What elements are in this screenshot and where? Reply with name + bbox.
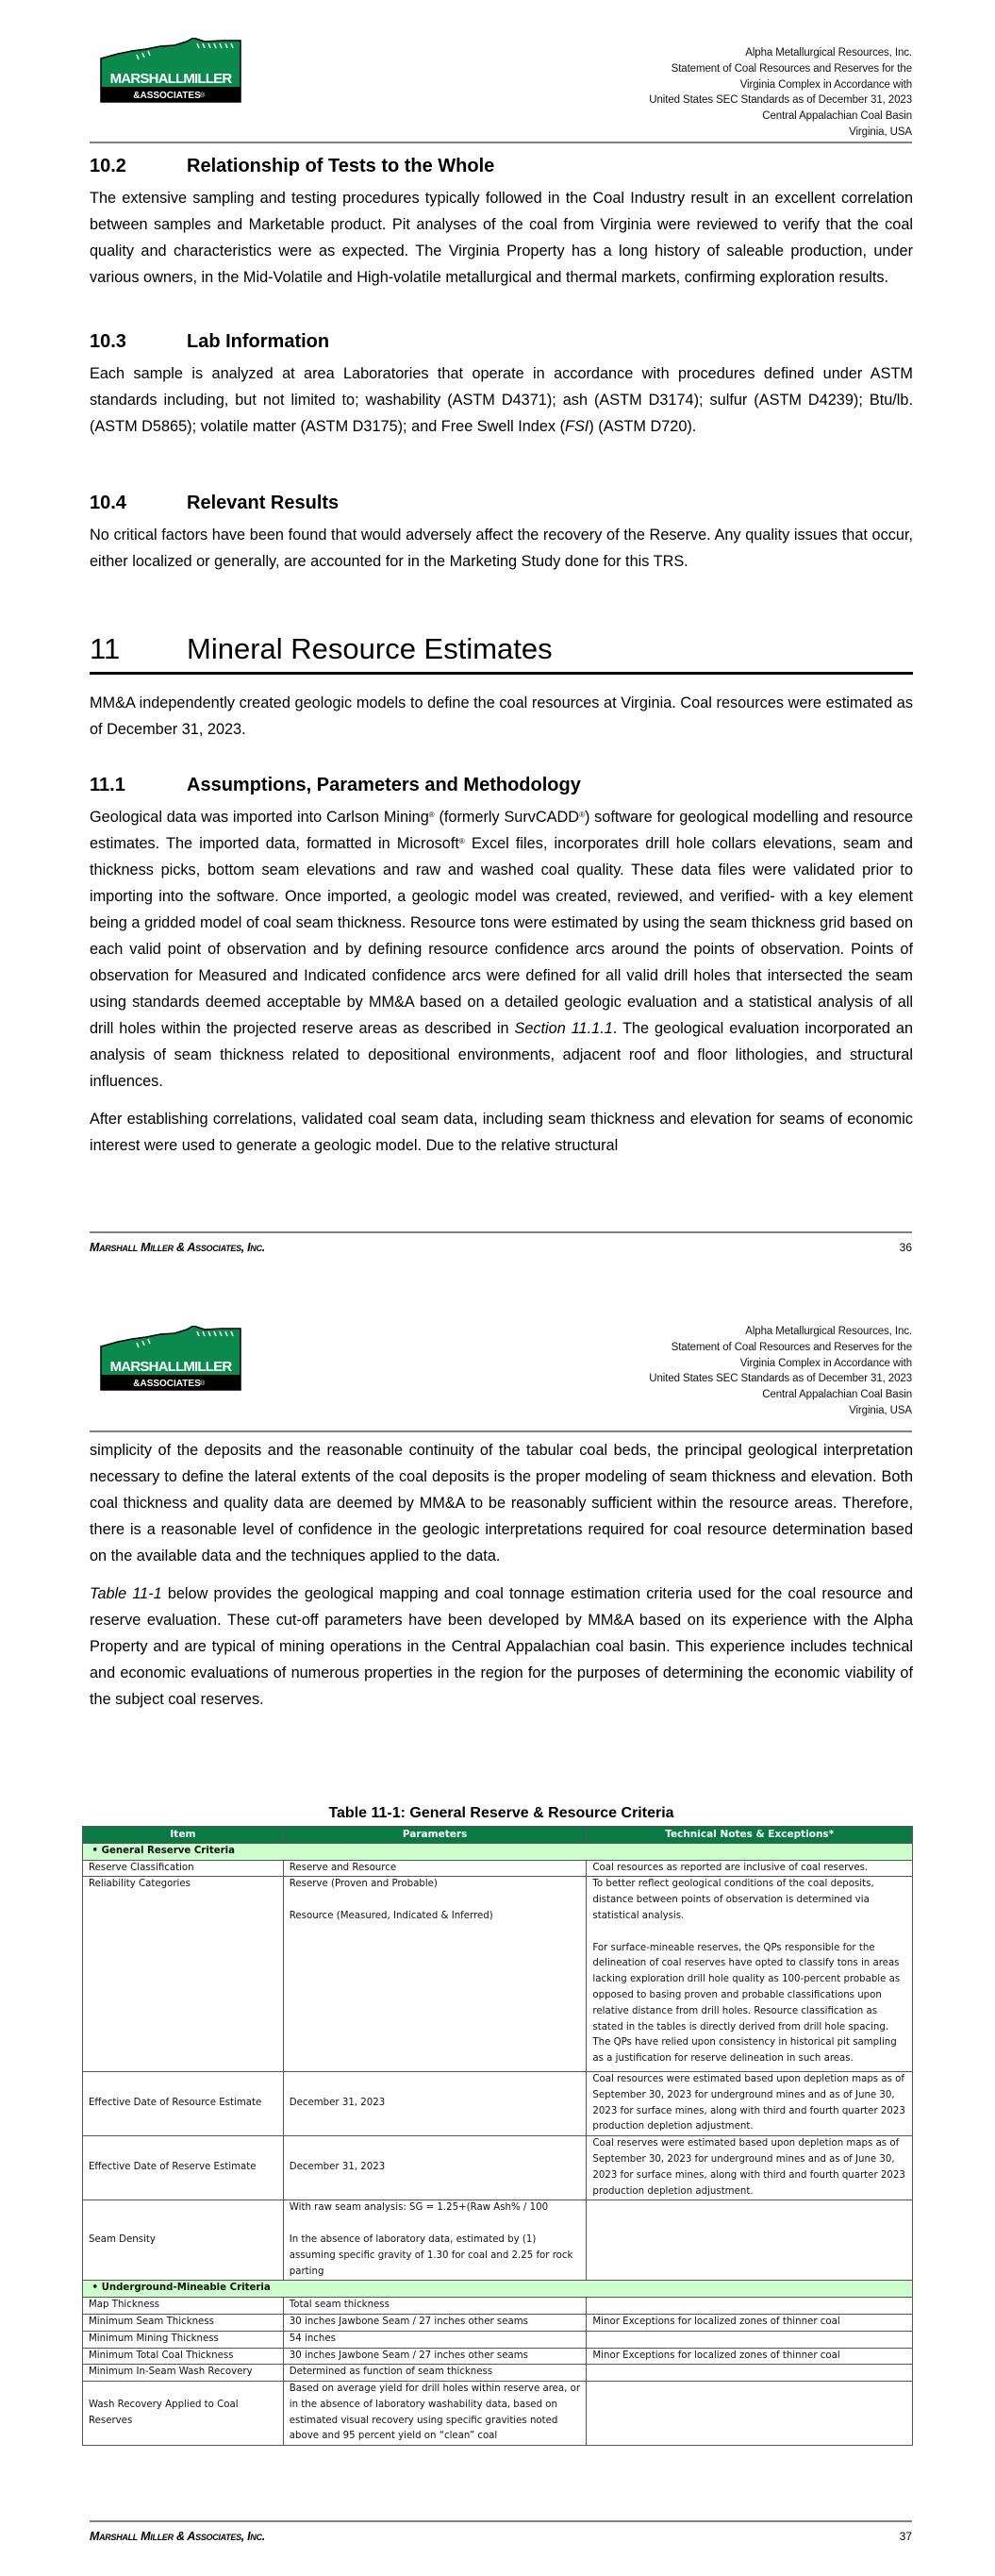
header-divider bbox=[90, 142, 912, 143]
page-number: 37 bbox=[899, 2530, 912, 2543]
footer-company: Marshall Miller & Associates, Inc. bbox=[90, 2530, 265, 2543]
footer-company: Marshall Miller & Associates, Inc. bbox=[90, 1241, 265, 1254]
section-10-2 bbox=[90, 153, 913, 291]
table-group-row: • General Reserve Criteria bbox=[83, 1843, 913, 1860]
criteria-table bbox=[82, 1826, 913, 2446]
header-line: Virginia Complex in Accordance with bbox=[739, 78, 912, 91]
page-footer bbox=[90, 2520, 912, 2543]
page-footer bbox=[90, 1231, 912, 1254]
paragraph: After establishing correlations, validated coal seam data, including seam thickness and elevation for seams of economic interest were used to generate a geologic model. Due to the relative structural bbox=[90, 1111, 913, 1154]
table-row: Minimum Total Coal Thickness 30 inches Jawbone Seam / 27 inches other seams Minor Exceptions for localized zones of thinner coal bbox=[83, 2348, 913, 2365]
table-row: Minimum Mining Thickness 54 inches bbox=[83, 2331, 913, 2348]
table-row: Effective Date of Reserve Estimate December 31, 2023 Coal reserves were estimated based upon depletion maps as of September 30, 2023 for underground mines and as of June 30, 2023 for surface mines, along with third and fourth quarter 2023 production depletion adjustment. bbox=[83, 2136, 913, 2200]
column-header-notes: Technical Notes & Exceptions* bbox=[587, 1827, 913, 1844]
header-line: Virginia, USA bbox=[849, 125, 912, 138]
paragraph: MM&A independently created geologic models to define the coal resources at Virginia. Coal resources were estimated as of December 31, 2023. bbox=[90, 694, 913, 738]
svg-text:&ASSOCIATES: &ASSOCIATES bbox=[133, 91, 201, 101]
page-number: 36 bbox=[899, 1241, 912, 1254]
company-logo bbox=[99, 1326, 242, 1392]
page-37 bbox=[0, 1288, 995, 2576]
table-header-row bbox=[83, 1827, 913, 1844]
table-group-row: • Underground-Mineable Criteria bbox=[83, 2281, 913, 2298]
paragraph: Geological data was imported into Carlson Mining® (formerly SurvCADD®) software for geological modelling and resource estimates. The imported data, formatted in Microsoft® Excel files, incorporates drill hole collars elevations, seam and thickness picks, bottom seam elevations and raw and washed coal quality. These data files were validated prior to importing into the software. Once imported, a geologic model was created, reviewed, and verified- with a key element being a gridded model of coal seam thickness. Resource tons were estimated by using the seam thickness grid based on each valid point of observation and by defining resource confidence arcs around the points of observation. Points of observation for Measured and Indicated confidence arcs were defined for all valid drill holes that intersected the seam using standards deemed acceptable by MM&A based on a detailed geologic evaluation and a statistical analysis of all drill holes within the projected reserve areas as described in Section 11.1.1. The geological evaluation incorporated an analysis of seam thickness related to depositional environments, adjacent roof and floor lithologies, and structural influences. bbox=[90, 809, 913, 1090]
table-row: Effective Date of Resource Estimate December 31, 2023 Coal resources were estimated based upon depletion maps as of September 30, 2023 for underground mines and as of June 30, 2023 for surface mines, along with third and fourth quarter 2023 production depletion adjustment. bbox=[83, 2071, 913, 2135]
page-header bbox=[90, 1288, 912, 1439]
section-10-4 bbox=[90, 490, 913, 575]
header-line: Alpha Metallurgical Resources, Inc. bbox=[745, 47, 912, 59]
svg-text:&ASSOCIATES: &ASSOCIATES bbox=[133, 1379, 201, 1389]
header-line: Central Appalachian Coal Basin bbox=[762, 110, 912, 123]
table-row: Reserve Classification Reserve and Resource Coal resources as reported are inclusive of coal reserves. bbox=[83, 1860, 913, 1877]
page-header bbox=[90, 0, 912, 151]
table-row: Seam Density With raw seam analysis: SG = 1.25+(Raw Ash% / 100 In the absence of laboratory data, estimated by (1) assuming specific gravity of 1.30 for coal and 2.25 for rock parting bbox=[83, 2200, 913, 2281]
table-row: Minimum In-Seam Wash Recovery Determined as function of seam thickness bbox=[83, 2365, 913, 2382]
section-heading: 11.1 Assumptions, Parameters and Methodology bbox=[90, 775, 581, 795]
header-line: Virginia, USA bbox=[849, 1404, 912, 1416]
header-line: Alpha Metallurgical Resources, Inc. bbox=[745, 1326, 912, 1337]
footer-divider bbox=[90, 2520, 912, 2522]
paragraph: Table 11-1 below provides the geological mapping and coal tonnage estimation criteria used for the coal resource and reserve evaluation. These cut-off parameters have been developed by MM&A based on its experience with the Alpha Property and are typical of mining operations in the Central Appalachian coal basin. This experience includes technical and economic evaluations of numerous properties in the region for the purposes of determining the economic viability of the subject coal reserves. bbox=[90, 1585, 913, 1708]
paragraph: No critical factors have been found that would adversely affect the recovery of the Reserve. Any quality issues that occur, either localized or generally, are accounted for in the Marketing Study done for this TRS. bbox=[90, 527, 913, 570]
company-logo bbox=[99, 38, 242, 104]
section-heading: 10.4 Relevant Results bbox=[90, 493, 340, 513]
table-caption: Table 11-1: General Reserve & Resource Criteria bbox=[328, 1805, 674, 1821]
column-header-parameters: Parameters bbox=[283, 1827, 587, 1844]
section-11-1-continued bbox=[90, 1437, 913, 1713]
table-row: Minimum Seam Thickness 30 inches Jawbone Seam / 27 inches other seams Minor Exceptions for localized zones of thinner coal bbox=[83, 2314, 913, 2331]
mountain-logo-icon bbox=[99, 38, 242, 104]
header-line: United States SEC Standards as of December 31, 2023 bbox=[649, 1373, 912, 1385]
svg-text:®: ® bbox=[200, 92, 206, 99]
report-title-block bbox=[649, 45, 912, 141]
svg-text:MARSHALLMILLER: MARSHALLMILLER bbox=[109, 71, 232, 87]
header-divider bbox=[90, 1430, 912, 1432]
header-line: Central Appalachian Coal Basin bbox=[762, 1389, 912, 1401]
column-header-item: Item bbox=[83, 1827, 284, 1844]
table-row: Map Thickness Total seam thickness bbox=[83, 2298, 913, 2315]
section-11-1 bbox=[90, 772, 913, 1159]
paragraph: simplicity of the deposits and the reasonable continuity of the tabular coal beds, the principal geological interpretation necessary to define the lateral extents of the coal deposits is the proper modeling of seam thickness and elevation. Both coal thickness and quality data are deemed by MM&A to be reasonably sufficient within the resource areas. Therefore, there is a reasonable level of confidence in the geologic interpretations required for coal resource determination based on the available data and the techniques applied to the data. bbox=[90, 1442, 913, 1564]
chapter-heading: 11 Mineral Resource Estimates bbox=[90, 630, 913, 675]
section-heading: 10.2 Relationship of Tests to the Whole bbox=[90, 156, 495, 176]
paragraph: The extensive sampling and testing procedures typically followed in the Coal Industry result in an excellent correlation between samples and Marketable product. Pit analyses of the coal from Virginia were reviewed to verify that the coal quality and characteristics were as expected. The Virginia Property has a long history of saleable production, under various owners, in the Mid-Volatile and High-volatile metallurgical and thermal markets, confirming exploration results. bbox=[90, 190, 913, 286]
paragraph: Each sample is analyzed at area Laboratories that operate in accordance with procedures defined under ASTM standards including, but not limited to; washability (ASTM D4371); ash (ASTM D3174); sulfur (ASTM D4239); Btu/lb. (ASTM D5865); volatile matter (ASTM D3175); and Free Swell Index (FSI) (ASTM D720). bbox=[90, 365, 913, 435]
section-heading: 10.3 Lab Information bbox=[90, 331, 330, 352]
section-10-3 bbox=[90, 328, 913, 440]
header-line: Virginia Complex in Accordance with bbox=[739, 1357, 912, 1369]
header-line: United States SEC Standards as of December 31, 2023 bbox=[649, 94, 912, 107]
chapter-11 bbox=[90, 630, 913, 743]
footer-divider bbox=[90, 1231, 912, 1233]
svg-text:MARSHALLMILLER: MARSHALLMILLER bbox=[109, 1359, 232, 1375]
mountain-logo-icon bbox=[99, 1326, 242, 1392]
report-title-block bbox=[649, 1324, 912, 1419]
header-line: Statement of Coal Resources and Reserves for the bbox=[671, 1341, 912, 1353]
svg-text:®: ® bbox=[200, 1380, 206, 1387]
table-row: Wash Recovery Applied to Coal Reserves Based on average yield for drill holes within reserve area, or in the absence of laboratory washability data, based on estimated visual recovery using specific gravities noted above and 95 percent yield on “clean” coal bbox=[83, 2382, 913, 2446]
header-line: Statement of Coal Resources and Reserves for the bbox=[671, 62, 912, 75]
table-row: Reliability Categories Reserve (Proven and Probable) Resource (Measured, Indicated & Inferred) To better reflect geological conditions of the coal deposits, distance between points of observation is determined via statistical analysis. For surface-mineable reserves, the QPs responsible for the delineation of coal reserves have opted to classify tons in areas lacking exploration drill hole quality as 100-percent probable as opposed to basing proven and probable classifications upon relative distance from drill holes. Resource classification as stated in the tables is directly derived from drill hole spacing. The QPs have relied upon consistency in historical pit sampling as a justification for reserve delineation in such areas. bbox=[83, 1877, 913, 2072]
